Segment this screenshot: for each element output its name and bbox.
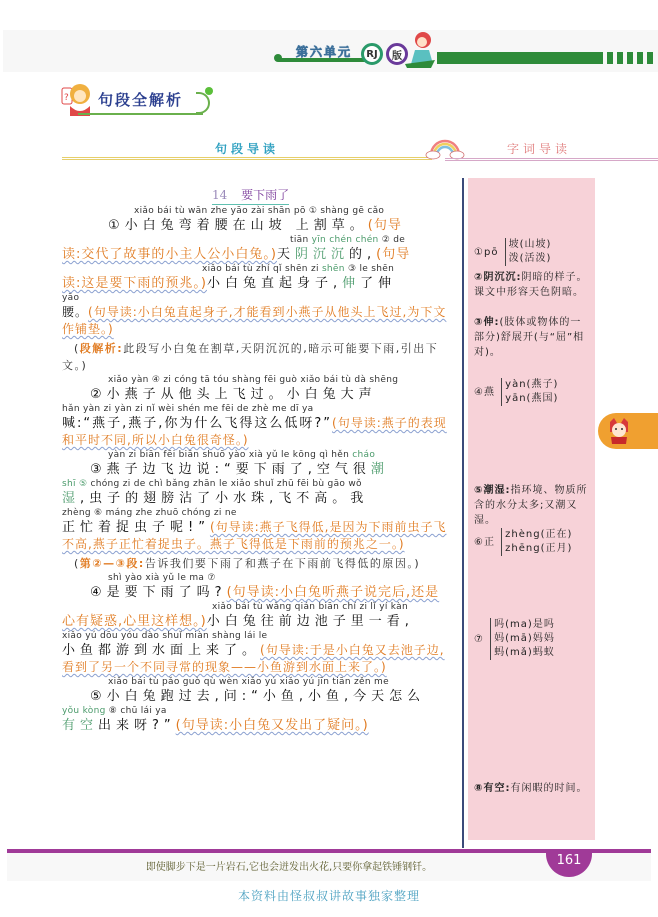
fairy-mascot-icon: [405, 30, 437, 68]
pinyin-highlight: shēn: [321, 264, 345, 274]
text-line: [62, 584, 456, 601]
analysis-text: 此段写小白兔在割草,天阴沉沉的,暗示可能要下雨,引出下文。): [62, 342, 439, 372]
gloss-option: 泼(活泼): [508, 253, 552, 264]
pinyin: ③ le shēn: [344, 264, 395, 274]
highlight-word: 伸: [342, 276, 361, 291]
pinyin-line: [62, 705, 456, 717]
text-line: [62, 490, 456, 507]
pinyin: yàn zi biān fēi biān shuō yào xià yǔ le kōng qì hěn: [108, 450, 353, 460]
gloss-option: 蚂(mǎ)蚂蚁: [494, 647, 555, 658]
text: 的,: [348, 247, 377, 262]
footer-quote: 即使脚步下是一片岩石,它也会迸发出火花,只要你拿起铁锤钢钎。: [145, 862, 433, 873]
gloss-item-5: [474, 483, 590, 528]
text: ④是要下雨了吗?: [90, 585, 227, 600]
gloss-item-8: [474, 781, 590, 796]
pinyin: ② de: [378, 235, 406, 245]
svg-text:?: ?: [64, 93, 69, 103]
column-divider: [462, 178, 464, 848]
column-header-sentence-guide: 句段导读: [215, 142, 280, 156]
header-checker-pattern: [597, 52, 655, 64]
gloss-label: ⑦: [474, 634, 484, 645]
text-block: [62, 642, 456, 676]
pinyin-line: xiǎo bái tù wān zhe yāo zài shān pō ① shàng gē cǎo: [134, 206, 385, 216]
guide-note: (句导读:小白兔又发出了疑问。): [175, 718, 369, 733]
pinyin-line: xiǎo bái tù pǎo guò qù wèn xiǎo yú xiǎo yú jīn tiān zěn me: [108, 677, 389, 687]
guide-note: (句导读:小白兔听燕子说完后,还是: [226, 585, 440, 600]
text: ,虫子的翅膀沾了小水珠,飞不高。我: [80, 491, 369, 506]
gloss-brace: [501, 528, 572, 556]
paragraph-analysis: [62, 340, 456, 374]
gloss-label: ④燕: [474, 387, 495, 398]
pinyin-line: xiǎo yàn ④ zi cóng tā tóu shàng fēi guò xiǎo bái tù dà shēng: [108, 375, 399, 385]
pinyin-line: [62, 234, 456, 246]
highlight-word: 有空: [62, 718, 99, 733]
text: 小鱼都游到水面上来了。: [62, 643, 261, 658]
lesson-title: [212, 186, 289, 205]
column-header-word-guide: 字词导读: [507, 142, 572, 156]
column-rule-right: [445, 158, 658, 161]
text: 小白兔直起身子,: [206, 276, 343, 291]
text-block: [62, 519, 456, 553]
pinyin: xiǎo bái tù zhí qǐ shēn zi: [202, 264, 322, 274]
pinyin: tiān: [290, 235, 312, 245]
column-rule-left: [62, 157, 432, 160]
gloss-item-1: [474, 238, 590, 266]
gloss-brace: [505, 238, 552, 266]
pinyin-highlight: cháo: [352, 450, 376, 460]
gloss-option: zhēng(正月): [505, 543, 573, 554]
section-curve: [196, 92, 210, 114]
gloss-definition: 有闲暇的时间。: [510, 783, 588, 794]
pinyin-highlight: shī ⑤: [62, 479, 88, 489]
credit-line: 本资料由怪叔叔讲故事独家整理: [237, 889, 420, 903]
page-number: 161: [546, 849, 592, 877]
text-block: [62, 415, 456, 449]
reading-text: [62, 205, 456, 734]
gloss-item-2: [474, 270, 590, 300]
section-header: [58, 80, 218, 118]
text: 了伸: [360, 276, 397, 291]
gloss-item-6: [474, 528, 590, 556]
text: ③燕子边飞边说:“要下雨了,空气很: [90, 462, 371, 477]
pinyin-line: yāo: [62, 293, 80, 303]
highlight-word: 湿: [62, 491, 81, 506]
gloss-term: ③伸:: [474, 317, 500, 328]
highlight-word: 阴沉沉: [294, 247, 349, 262]
gloss-option: zhèng(正在): [505, 529, 573, 540]
gloss-item-3: [474, 315, 590, 360]
text: 正忙着捉虫子呢!”: [62, 520, 210, 535]
guide-note: (句导: [376, 247, 411, 262]
text-line: [62, 246, 456, 263]
rj-badge: RJ: [361, 43, 383, 65]
pinyin-line: zhèng ⑥ máng zhe zhuō chóng zi ne: [62, 508, 237, 518]
text-line: ②小燕子从他头上飞过。小白兔大声: [90, 387, 377, 402]
header-green-bar: [437, 52, 597, 64]
gloss-definition: (肢体或物体的一部分)舒展开(与“屈”相对)。: [474, 317, 585, 358]
vocabulary-panel: [468, 178, 595, 840]
guide-note: (句导读:燕子的表现和平时不同,所以小白兔很奇怪。): [62, 416, 447, 447]
analysis-text: 告诉我们要下雨了和燕子在下雨前飞得低的原因。): [144, 557, 421, 570]
gloss-option: yān(燕国): [505, 393, 559, 404]
pinyin-line: [62, 478, 456, 490]
gloss-label: ⑥正: [474, 537, 495, 548]
pinyin: chóng zi de chì bǎng zhān le xiǎo shuǐ zhū fēi bù gāo wǒ: [87, 479, 362, 489]
pinyin-line: xiǎo bái tù wǎng qián biān chí zi lǐ yí kàn: [212, 602, 408, 612]
highlight-word: 潮: [370, 462, 389, 477]
gloss-definition: 阴暗的样子。课文中形容天色阴暗。: [474, 272, 588, 298]
guide-note: (句导: [367, 218, 402, 233]
guide-note: 心有疑惑,心里这样想。): [62, 614, 207, 629]
text: 出来呀?”: [98, 718, 176, 733]
edition-badge: 版: [386, 43, 408, 65]
gloss-item-7: [474, 618, 590, 660]
gloss-item-4: [474, 378, 590, 406]
gloss-term: ②阴沉沉:: [474, 272, 522, 283]
guide-note: (句导读:于是小白兔又去池子边,看到了另一个不同寻常的现象——小鱼游到水面上来了。): [62, 643, 445, 674]
dog-mascot-icon: [60, 80, 94, 116]
gloss-term: ⑤潮湿:: [474, 485, 511, 496]
pinyin-line: [62, 449, 456, 461]
pinyin-line: xiǎo yú dōu yóu dào shuǐ miàn shàng lái le: [62, 631, 268, 641]
text-line: [62, 613, 456, 630]
pinyin-line: shì yào xià yǔ le ma ⑦: [108, 573, 216, 583]
guide-note: 读:交代了故事的小主人公小白兔。): [62, 247, 277, 262]
pinyin-line: [62, 263, 456, 275]
text-block: [62, 304, 456, 338]
analysis-label: 第②—③段:: [79, 557, 145, 570]
gloss-brace: [490, 618, 555, 660]
section-title: 句段全解析: [98, 91, 184, 109]
unit-title: 第六单元: [296, 45, 353, 59]
lesson-title-text: 要下雨了: [241, 188, 290, 202]
text: 小白兔往前边池子里一看,: [206, 614, 414, 629]
paren: (: [74, 557, 80, 570]
text-line: ⑤小白兔跑过去,问:“小鱼,小鱼,今天怎么: [90, 689, 426, 704]
text: 喊:“燕子,燕子,你为什么飞得这么低呀?”: [62, 416, 333, 431]
gloss-option: yàn(燕子): [505, 379, 559, 390]
text: 天: [276, 247, 295, 262]
section-dot: [205, 87, 213, 95]
section-underline: [78, 113, 203, 115]
gloss-label: ①pō: [474, 247, 499, 258]
gloss-option: 坡(山坡): [508, 239, 552, 250]
gloss-option: 吗(ma)是吗: [494, 619, 555, 630]
text: 腰。: [62, 305, 89, 319]
text-line: [62, 275, 456, 292]
sentence-1: ①小白兔弯着腰在山坡 上割草。: [108, 218, 368, 233]
pinyin: ⑧ chū lái ya: [105, 706, 167, 716]
guide-note: 读:这是要下雨的预兆。): [62, 276, 207, 291]
guide-note: (句导读:小白兔直起身子,才能看到小燕子从他头上飞过,为下文作铺垫。): [62, 305, 447, 336]
paragraph-analysis: [62, 555, 456, 572]
text-line: [62, 217, 456, 234]
gloss-definition: 指环境、物质所含的水分太多;又潮又湿。: [474, 485, 588, 526]
pinyin-highlight: yǒu kòng: [62, 706, 106, 716]
paren: (: [74, 342, 80, 355]
pinyin-line: hǎn yàn zi yàn zi nǐ wèi shén me fēi de zhè me dī ya: [62, 404, 314, 414]
fox-mascot-icon: [608, 418, 630, 444]
gloss-term: ⑧有空:: [474, 783, 511, 794]
lesson-number: 14: [212, 188, 228, 202]
gloss-brace: [501, 378, 558, 406]
side-tab[interactable]: [598, 413, 658, 449]
gloss-option: 妈(mā)妈妈: [494, 633, 555, 644]
analysis-label: 段解析:: [79, 342, 124, 355]
text-line: [62, 717, 456, 734]
guide-note: (句导读:燕子飞得低,是因为下雨前虫子飞不高,燕子正忙着捉虫子。燕子飞得低是下雨前的预兆之一。): [62, 520, 447, 551]
pinyin-highlight: yīn chén chén: [311, 235, 379, 245]
text-line: [62, 461, 456, 478]
